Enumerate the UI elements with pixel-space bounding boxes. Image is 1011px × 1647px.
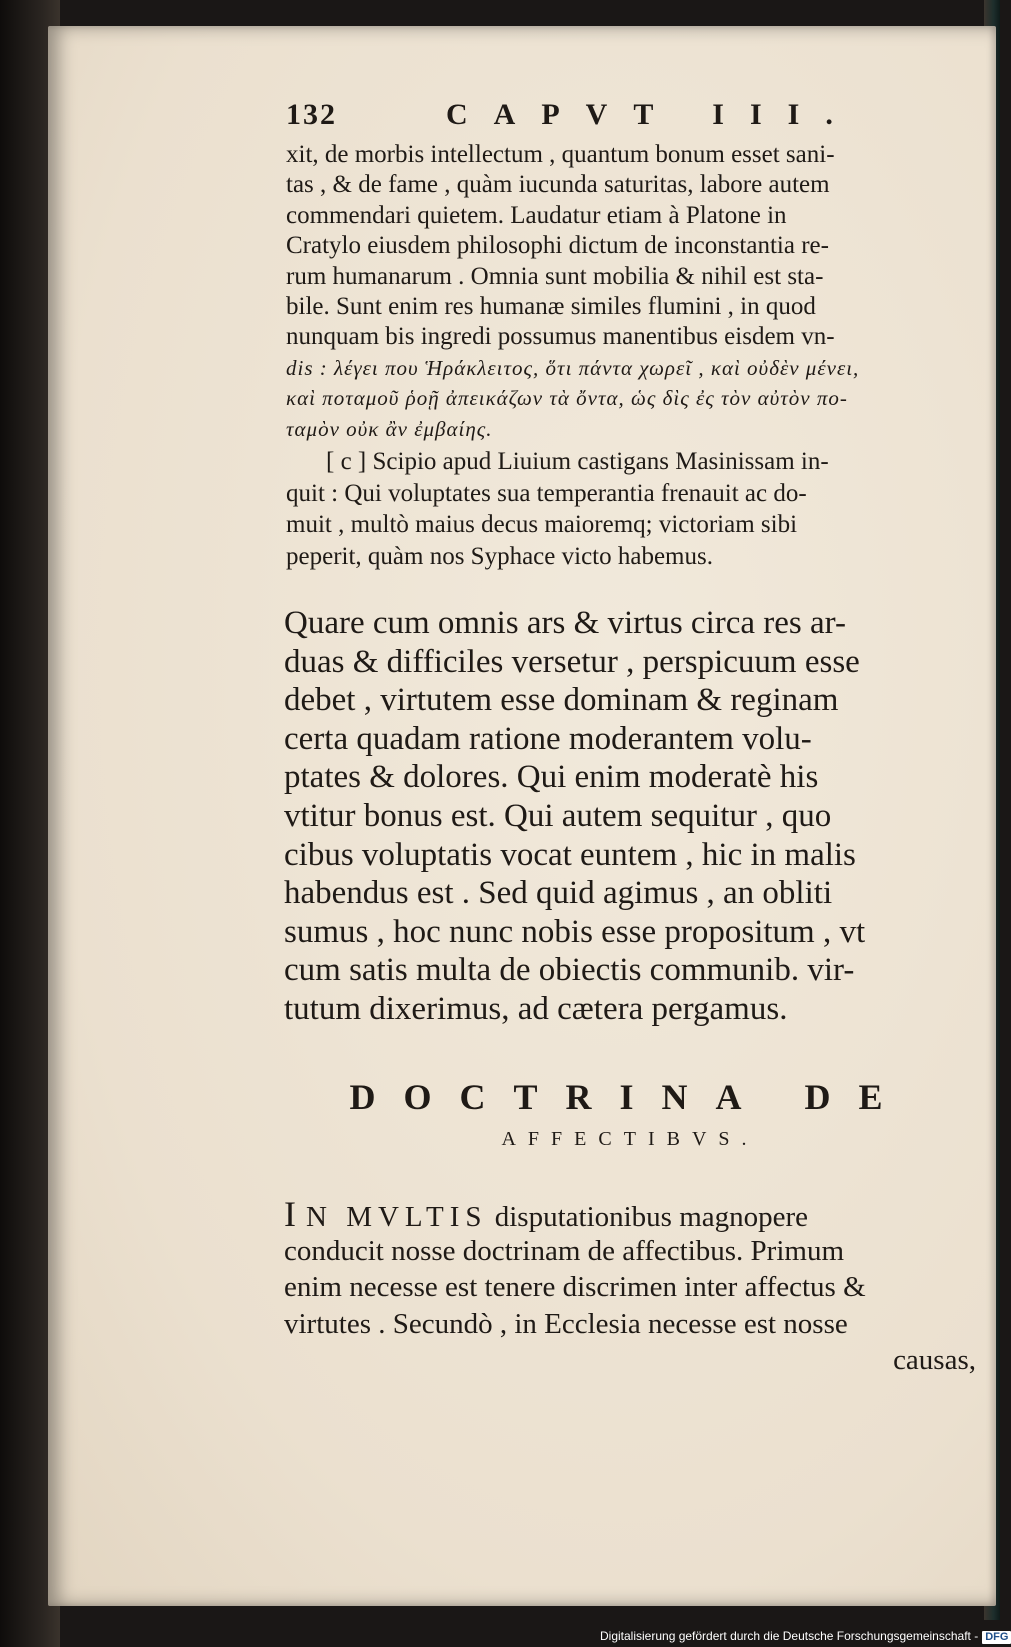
text-line: debet , virtutem esse dominam & reginam bbox=[284, 682, 839, 719]
page-number: 132 bbox=[286, 98, 337, 131]
lead-words: N MVLTIS bbox=[306, 1201, 488, 1233]
text-line: Quare cum omnis ars & virtus circa res ar- bbox=[284, 605, 846, 641]
text-line: nunquam bis ingredi possumus manentibus eisdem vn- bbox=[286, 323, 835, 351]
text-line: habendus est . Sed quid agimus , an obliti bbox=[284, 875, 833, 912]
credit-text: Digitalisierung gefördert durch die Deutsche Forschungsgemeinschaft - bbox=[600, 1629, 979, 1643]
note-paragraph bbox=[286, 446, 976, 572]
dfg-logo: DFG bbox=[982, 1631, 1011, 1644]
greek-line: dis : λέγει που Ἡράκλειτος, ὅτι πάντα χωρεῖ , καὶ οὐδὲν μένει, bbox=[286, 355, 860, 380]
text-line: sumus , hoc nunc nobis esse propositum , vt bbox=[284, 913, 866, 950]
text-line: tutum dixerimus, ad cætera pergamus. bbox=[284, 990, 788, 1027]
text-line: virtutes . Secundò , in Ecclesia necesse est nosse bbox=[284, 1307, 848, 1340]
section-heading: DOCTRINA DE bbox=[349, 1077, 911, 1117]
running-header bbox=[286, 98, 859, 138]
initial-letter: I bbox=[284, 1194, 306, 1234]
greek-line: καὶ ποταμοῦ ῥοῇ ἀπεικάζων τὰ ὄντα, ὡς δὶς ἐς τὸν αὐτὸν πο- bbox=[286, 386, 848, 411]
text-line: ptates & dolores. Qui enim moderatè his bbox=[284, 759, 819, 796]
main-paragraph bbox=[284, 604, 976, 1029]
text-line: peperit, quàm nos Syphace victo habemus. bbox=[286, 542, 713, 570]
catchword: causas, bbox=[893, 1344, 976, 1376]
text-line: quit : Qui voluptates sua temperantia frenauit ac do- bbox=[286, 479, 807, 507]
text-line: muit , multò maius decus maioremq; victoriam sibi bbox=[286, 511, 798, 538]
text-line: tas , & de fame , quàm iucunda saturitas, labore autem bbox=[286, 171, 830, 199]
text-line: xit, de morbis intellectum , quantum bonum esset sani- bbox=[286, 141, 835, 168]
text-line: commendari quietem. Laudatur etiam à Platone in bbox=[286, 201, 787, 229]
text-line: bile. Sunt enim res humanæ similes flumini , in quod bbox=[286, 292, 816, 320]
digitization-credit bbox=[600, 1628, 1009, 1645]
text-line bbox=[284, 1196, 976, 1233]
greek-line: ταμὸν οὐκ ἂν ἐμβαίης. bbox=[286, 416, 493, 441]
text-fragment: disputationibus magnopere bbox=[494, 1201, 809, 1233]
lower-paragraph bbox=[284, 1196, 976, 1379]
running-title: CAPVT III. bbox=[446, 98, 859, 131]
text-line: certa quadam ratione moderantem volu- bbox=[284, 720, 812, 757]
section-subheading: AFFECTIBVS. bbox=[501, 1128, 759, 1150]
text-line: [ c ] Scipio apud Liuium castigans Masinissam in- bbox=[326, 448, 829, 475]
text-line: Cratylo eiusdem philosophi dictum de inconstantia re- bbox=[286, 232, 829, 260]
text-line: vtitur bonus est. Qui autem sequitur , quo bbox=[284, 797, 832, 834]
text-line: enim necesse est tenere discrimen inter affectus & bbox=[284, 1271, 866, 1303]
text-line: conducit nosse doctrinam de affectibus. Primum bbox=[284, 1234, 845, 1267]
small-paragraph bbox=[286, 140, 976, 444]
text-line: cibus voluptatis vocat euntem , hic in malis bbox=[284, 836, 856, 873]
text-line: duas & difficiles versetur , perspicuum esse bbox=[284, 643, 860, 680]
text-line: cum satis multa de obiectis communib. vir- bbox=[284, 952, 855, 989]
text-line: rum humanarum . Omnia sunt mobilia & nihil est sta- bbox=[286, 262, 824, 290]
